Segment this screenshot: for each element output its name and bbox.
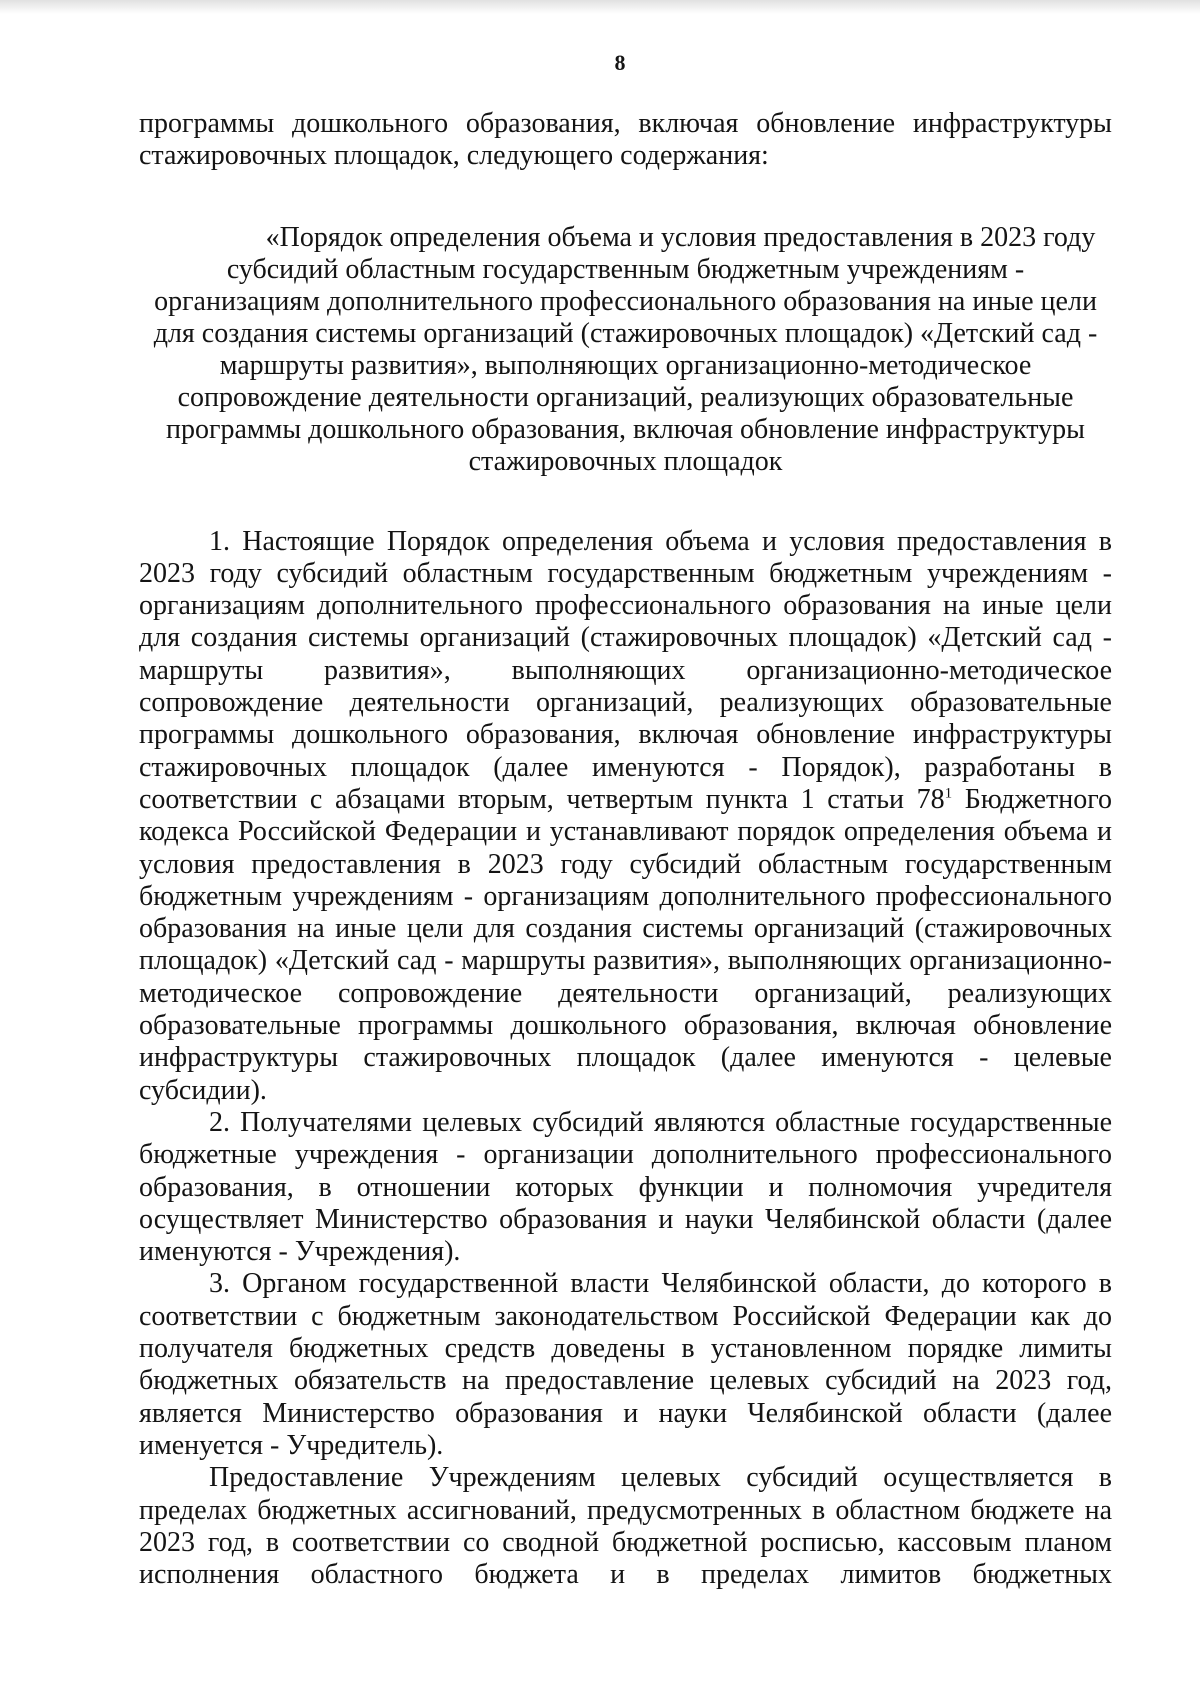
article-superscript: 1 (944, 785, 953, 802)
intro-paragraph: программы дошкольного образования, включая обновление инфраструктуры стажировочных площадок, следующего содержания: (139, 108, 1112, 172)
paragraph-1-text-continued: Бюджетного кодекса Российской Федерации и устанавливают порядок определения объема и условия предоставления в 2023 году субсидий областным государственным бюджетным учреждениям - организациям дополнительного профессионального образования на иные цели для создания системы организаций (стажировочных площадок) «Детский сад - маршруты развития», выполняющих организационно-методическое сопровождение деятельности организаций, реализующих образовательные программы дошкольного образования, включая обновление инфраструктуры стажировочных площадок (далее именуются - целевые субсидии). (139, 783, 1113, 1106)
section-title (139, 222, 1112, 478)
title-line: стажировочных площадок (468, 445, 783, 477)
document-body (139, 108, 1112, 1591)
paragraph-3: 3. Органом государственной власти Челябинской области, до которого в соответствии с бюджетным законодательством Российской Федерации как до получателя бюджетных средств доведены в установленном порядке лимиты бюджетных обязательств на предоставление целевых субсидий на 2023 год, является Министерство образования и науки Челябинской области (далее именуется - Учредитель). (139, 1268, 1112, 1461)
paragraph-1 (139, 526, 1112, 1107)
scan-edge-shadow (0, 0, 1200, 14)
page-number: 8 (614, 50, 626, 75)
title-line: для создания системы организаций (стажировочных площадок) «Детский сад - (153, 317, 1098, 349)
title-line: программы дошкольного образования, включая обновление инфраструктуры (166, 413, 1085, 445)
title-line: «Порядок определения объема и условия предоставления в 2023 году (265, 221, 1096, 253)
paragraph-4: Предоставление Учреждениям целевых субсидий осуществляется в пределах бюджетных ассигнований, предусмотренных в областном бюджете на 2023 год, в соответствии со сводной бюджетной росписью, кассовым планом исполнения областного бюджета и в пределах лимитов бюджетных (139, 1462, 1112, 1591)
paragraph-2: 2. Получателями целевых субсидий являются областные государственные бюджетные учреждения - организации дополнительного профессионального образования, в отношении которых функции и полномочия учредителя осуществляет Министерство образования и науки Челябинской области (далее именуются - Учреждения). (139, 1106, 1112, 1268)
title-line: сопровождение деятельности организаций, реализующих образовательные (177, 381, 1074, 413)
title-line: маршруты развития», выполняющих организационно-методическое (219, 349, 1032, 381)
title-line: организациям дополнительного профессионального образования на иные цели (154, 285, 1097, 317)
title-line: субсидий областным государственным бюджетным учреждениям - (226, 253, 1025, 285)
paragraph-1-text: 1. Настоящие Порядок определения объема и условия предоставления в 2023 году субсидий областным государственным бюджетным учреждениям - организациям дополнительного профессионального образования на иные цели для создания системы организаций (стажировочных площадок) «Детский сад - маршруты развития», выполняющих организационно-методическое сопровождение деятельности организаций, реализующих образовательные программы дошкольного образования, включая обновление инфраструктуры стажировочных площадок (далее именуются - Порядок), разработаны в соответствии с абзацами вторым, четвертым пункта 1 статьи 78 (139, 525, 1112, 815)
